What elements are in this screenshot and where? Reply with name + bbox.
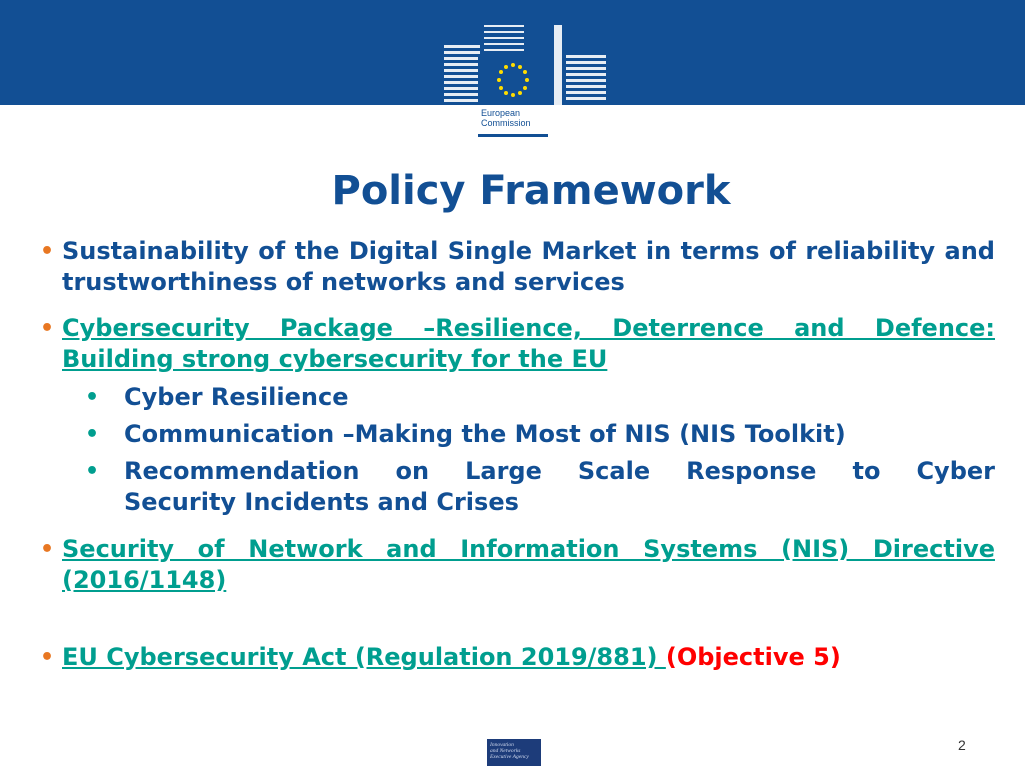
slide-content <box>40 236 995 673</box>
sub-item-cyber-resilience <box>40 382 995 413</box>
inea-logo <box>487 739 541 766</box>
inea-logo-line1: Innovation <box>490 742 514 748</box>
bullet-icon: • <box>40 537 55 562</box>
ec-logo-text <box>481 108 561 128</box>
sub-item-text-line1: Recommendation on Large Scale Response to Cyber <box>124 457 995 485</box>
bullet-icon: • <box>40 316 55 341</box>
cybersecurity-package-link-line1[interactable]: Cybersecurity Package –Resilience, Deterrence and Defence: <box>62 314 995 342</box>
nis-directive-link-line1[interactable]: Security of Network and Information Systems (NIS) Directive <box>62 535 995 563</box>
inea-logo-line2: and Networks <box>490 748 521 754</box>
page-number: 2 <box>958 737 966 753</box>
bullet-item-cybersecurity-package[interactable] <box>40 313 995 375</box>
bullet-text: Sustainability of the Digital Single Market in terms of reliability and trustworthiness of networks and services <box>62 237 995 296</box>
sub-item-text: Cyber Resilience <box>124 383 349 411</box>
bullet-item-nis-directive[interactable] <box>40 534 995 596</box>
nis-directive-link-line2[interactable]: (2016/1148) <box>62 566 227 594</box>
sub-item-text-line2: Security Incidents and Crises <box>124 488 519 516</box>
sub-bullet-icon: • <box>85 459 100 484</box>
bullet-item-sustainability <box>40 236 995 298</box>
ec-logo-underline <box>478 134 548 137</box>
bullet-icon: • <box>40 239 55 264</box>
cybersecurity-act-link[interactable]: EU Cybersecurity Act (Regulation 2019/881) <box>62 643 666 671</box>
bullet-icon: • <box>40 645 55 670</box>
slide-title: Policy Framework <box>331 168 731 214</box>
objective-label: (Objective 5) <box>665 643 841 671</box>
sub-item-recommendation <box>40 456 995 518</box>
sub-list <box>40 382 995 518</box>
ec-logo-line1: European <box>481 108 521 118</box>
cybersecurity-package-link-line2[interactable]: Building strong cybersecurity for the EU <box>62 345 608 373</box>
inea-logo-line3: Executive Agency <box>490 754 529 760</box>
bullet-item-cybersecurity-act[interactable] <box>40 642 995 673</box>
sub-item-communication <box>40 419 995 450</box>
sub-bullet-icon: • <box>85 422 100 447</box>
sub-item-text: Communication –Making the Most of NIS (NIS Toolkit) <box>124 420 846 448</box>
ec-logo-line2: Commission <box>481 118 531 128</box>
sub-bullet-icon: • <box>85 385 100 410</box>
ec-building-icon <box>444 25 608 105</box>
